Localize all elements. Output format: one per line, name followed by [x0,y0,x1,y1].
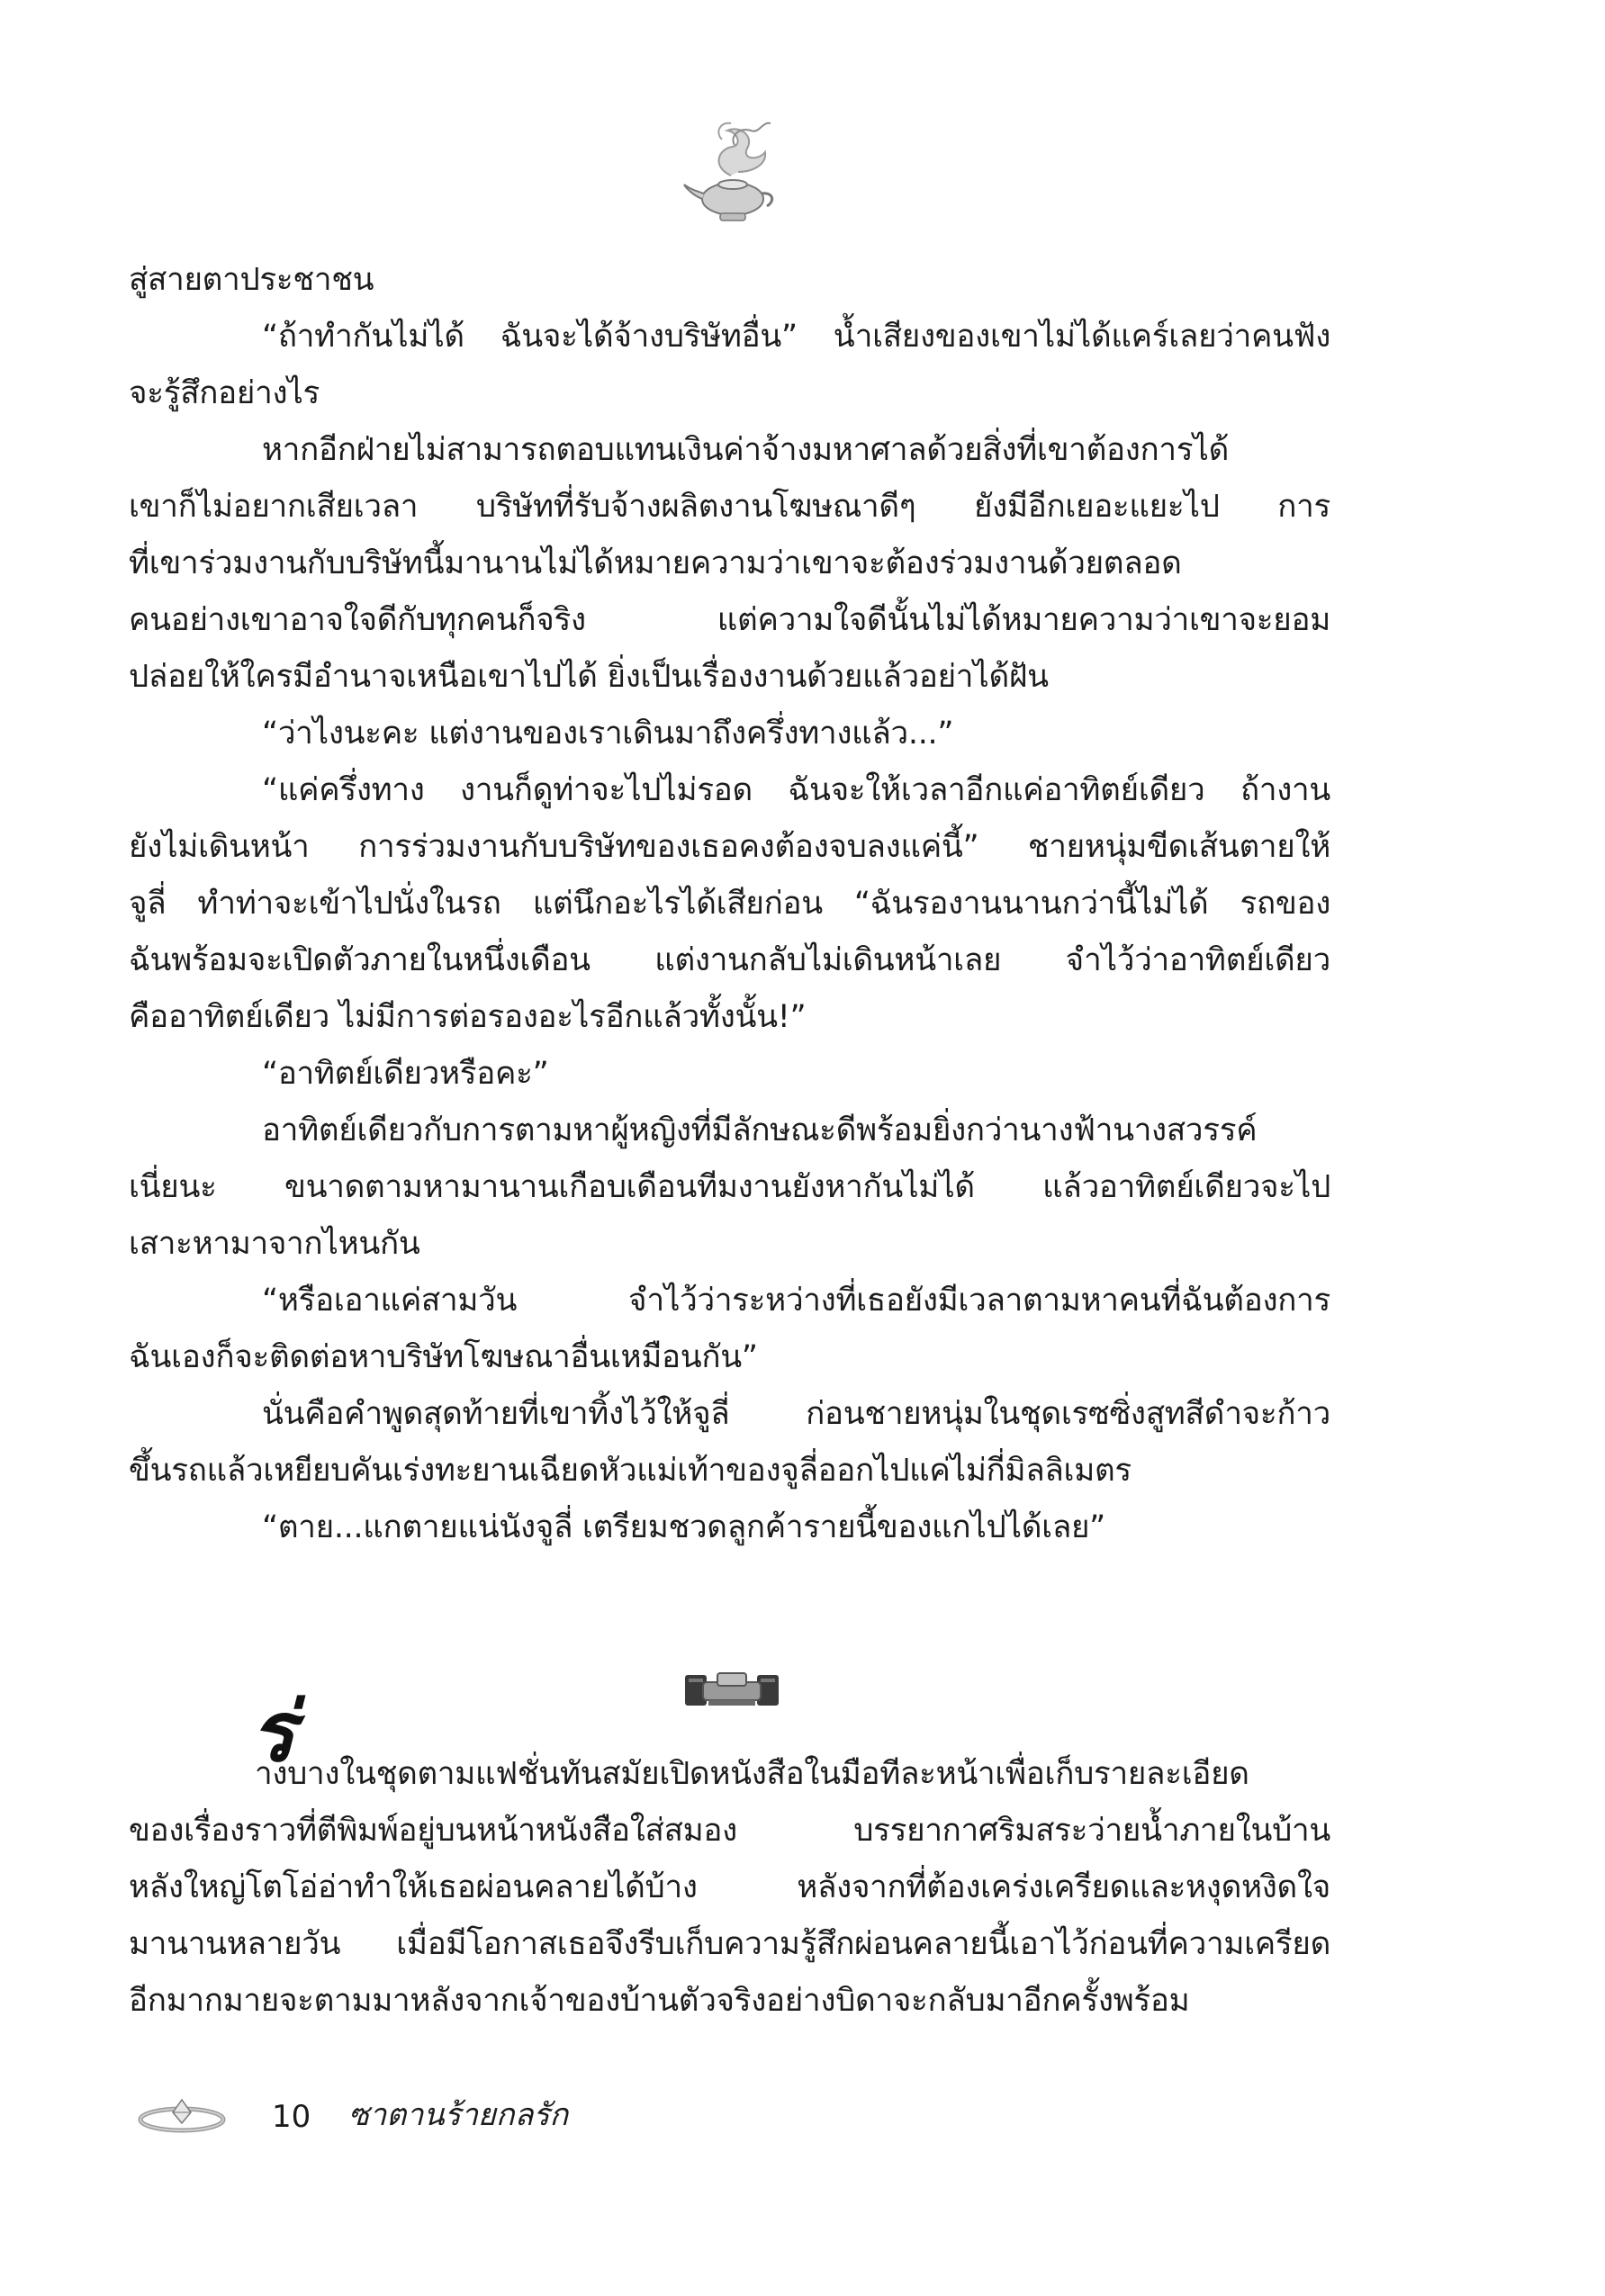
magic-lamp-ornament-icon [675,113,792,230]
text-line: ยังไม่เดินหน้า การร่วมงานกับบริษัทของเธอคงต้องจบลงแค่นี้” ชายหนุ่มขีดเส้นตายให้ [129,829,1330,865]
book-title: ซาตานร้ายกลรัก [348,2097,569,2133]
text-line: ที่เขาร่วมงานกับบริษัทนี้มานานไม่ได้หมายความว่าเขาจะต้องร่วมงานด้วยตลอด [129,545,1182,581]
text-line: ขึ้นรถแล้วเหยียบคันเร่งทะยานเฉียดหัวแม่เท้าของจูลี่ออกไปแค่ไม่กี่มิลลิเมตร [129,1453,1132,1489]
text-line-with-dropcap [129,1684,1330,1803]
text-line: เขาก็ไม่อยากเสียเวลา บริษัทที่รับจ้างผลิตงานโฆษณาดีๆ ยังมีอีกเยอะแยะไป การ [129,489,1330,525]
text-line: คนอย่างเขาอาจใจดีกับทุกคนก็จริง แต่ความใจดีนั้นไม่ได้หมายความว่าเขาจะยอม [129,602,1330,638]
text-line: หลังใหญ่โตโอ่อ่าทำให้เธอผ่อนคลายได้บ้าง หลังจากที่ต้องเคร่งเครียดและหงุดหงิดใจ [129,1869,1330,1905]
text-line: นั่นคือคำพูดสุดท้ายที่เขาทิ้งไว้ให้จูลี่ ก่อนชายหนุ่มในชุดเรซซิ่งสูทสีดำจะก้าว [262,1396,1330,1432]
text-line: ฉันเองก็จะติดต่อหาบริษัทโฆษณาอื่นเหมือนกัน” [129,1339,758,1375]
text-line: “ตาย...แกตายแน่นังจูลี่ เตรียมชวดลูกค้ารายนี้ของแกไปได้เลย” [262,1509,1106,1545]
section-2-text [129,1684,1330,2030]
text-line: ฉันพร้อมจะเปิดตัวภายในหนึ่งเดือน แต่งานกลับไม่เดินหน้าเลย จำไว้ว่าอาทิตย์เดียว [129,942,1330,978]
text-line: มานานหลายวัน เมื่อมีโอกาสเธอจึงรีบเก็บความรู้สึกผ่อนคลายนี้เอาไว้ก่อนที่ความเครียด [129,1926,1330,1962]
text-line: เสาะหามาจากไหนกัน [129,1226,420,1262]
section-1-text [129,252,1330,1556]
text-line: คืออาทิตย์เดียว ไม่มีการต่อรองอะไรอีกแล้วทั้งนั้น!” [129,999,807,1035]
text-line: “ถ้าทำกันไม่ได้ ฉันจะได้จ้างบริษัทอื่น” น้ำเสียงของเขาไม่ได้แคร์เลยว่าคนฟัง [262,319,1330,355]
text-line: “หรือเอาแค่สามวัน จำไว้ว่าระหว่างที่เธอยังมีเวลาตามหาคนที่ฉันต้องการ [262,1283,1330,1319]
text-line: อาทิตย์เดียวกับการตามหาผู้หญิงที่มีลักษณะดีพร้อมยิ่งกว่านางฟ้านางสวรรค์ [262,1112,1258,1148]
text-line: “แค่ครึ่งทาง งานก็ดูท่าจะไปไม่รอด ฉันจะให้เวลาอีกแค่อาทิตย์เดียว ถ้างาน [262,772,1330,808]
text-line: “อาทิตย์เดียวหรือคะ” [262,1056,549,1092]
text-line: เนี่ยนะ ขนาดตามหามานานเกือบเดือนทีมงานยังหากันไม่ได้ แล้วอาทิตย์เดียวจะไป [129,1169,1330,1205]
text-line: จะรู้สึกอย่างไร [129,375,320,411]
text-line: ของเรื่องราวที่ตีพิมพ์อยู่บนหน้าหนังสือใส่สมอง บรรยากาศริมสระว่ายน้ำภายในบ้าน [129,1813,1330,1849]
drop-cap: ร่ [250,1684,295,1780]
text-line: อีกมากมายจะตามมาหลังจากเจ้าของบ้านตัวจริงอย่างบิดาจะกลับมาอีกครั้งพร้อม [129,1983,1190,2019]
text-line: หากอีกฝ่ายไม่สามารถตอบแทนเงินค่าจ้างมหาศาลด้วยสิ่งที่เขาต้องการได้ [262,432,1230,468]
text-line: “ว่าไงนะคะ แต่งานของเราเดินมาถึงครึ่งทางแล้ว...” [262,716,954,752]
race-car-divider-icon [681,1670,782,1711]
text-line: ปล่อยให้ใครมีอำนาจเหนือเขาไปได้ ยิ่งเป็นเรื่องงานด้วยแล้วอย่าได้ฝัน [129,659,1049,695]
text-line: สู่สายตาประชาชน [129,262,374,298]
page-footer [137,2093,695,2141]
diamond-ring-icon [137,2096,227,2138]
page-number: 10 [272,2099,311,2135]
text-line: างบางในชุดตามแฟชั่นทันสมัยเปิดหนังสือในมือทีละหน้าเพื่อเก็บรายละเอียด [255,1756,1249,1792]
text-line: จูลี่ ทำท่าจะเข้าไปนั่งในรถ แต่นึกอะไรได้เสียก่อน “ฉันรองานนานกว่านี้ไม่ได้ รถของ [129,886,1330,922]
